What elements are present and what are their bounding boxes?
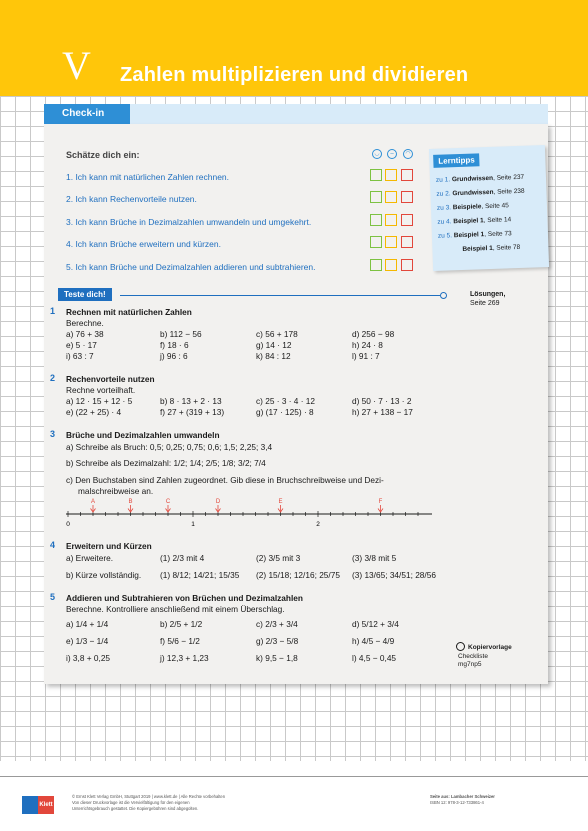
exercise: k) 84 : 12 <box>256 351 291 361</box>
sad-smiley-icon: ◠ <box>403 149 413 159</box>
exercise: i) 3,8 + 0,25 <box>66 653 111 663</box>
lerntipps-note <box>429 145 549 271</box>
checkin-prompt: Schätze dich ein: <box>66 150 140 160</box>
checkin-item-1: 1. Ich kann mit natürlichen Zahlen rechnen. <box>66 172 230 182</box>
section-sub: Berechne. Kontrolliere anschließend mit einem Überschlag. <box>66 604 285 614</box>
exercise: c) 2/3 + 3/4 <box>256 619 298 629</box>
checkbox-bad-5[interactable] <box>401 259 413 271</box>
loesungen-label: Lösungen, <box>470 291 506 298</box>
checkbox-good-1[interactable] <box>370 169 382 181</box>
exercise: (2) 15/18; 12/16; 25/75 <box>256 570 340 580</box>
checkbox-mid-3[interactable] <box>385 214 397 226</box>
chapter-header <box>0 0 588 96</box>
exercise: l) 91 : 7 <box>352 351 380 361</box>
exercise: i) 63 : 7 <box>66 351 94 361</box>
exercise: d) 50 · 7 · 13 · 2 <box>352 396 412 406</box>
point-label: E <box>278 499 283 505</box>
chapter-number: V <box>62 43 91 88</box>
checkbox-bad-3[interactable] <box>401 214 413 226</box>
point-label: A <box>90 499 96 505</box>
footer-note: Von dieser Druckvorlage ist die Vervielfältigung für den eigenen <box>72 800 190 805</box>
teste-dich-tag: Teste dich! <box>58 288 112 301</box>
section-number: 4 <box>50 540 56 550</box>
checkin-bar <box>130 104 548 124</box>
kopiervorlage-code[interactable]: mg7np5 <box>458 661 482 668</box>
lerntipp-row: zu 5. Beispiel 1, Seite 73 <box>437 230 512 240</box>
checkin-tab: Check-in <box>44 104 130 124</box>
exercise: (1) 2/3 mit 4 <box>160 553 205 563</box>
exercise: j) 96 : 6 <box>160 351 188 361</box>
section-sub: Rechne vorteilhaft. <box>66 385 136 395</box>
exercise: b) 8 · 13 + 2 · 13 <box>160 396 222 406</box>
exercise: a) 12 · 15 + 12 · 5 <box>66 396 133 406</box>
point-label: F <box>378 499 383 505</box>
section-sub: Berechne. <box>66 318 104 328</box>
checkbox-mid-1[interactable] <box>385 169 397 181</box>
footer-divider <box>0 776 588 777</box>
exercise: f) 18 · 6 <box>160 340 189 350</box>
checkbox-good-2[interactable] <box>370 191 382 203</box>
section-title: Brüche und Dezimalzahlen umwandeln <box>66 430 220 440</box>
footer-isbn: ISBN 12: 978-3-12-733861-4 <box>430 800 484 805</box>
exercise: malschreibweise an. <box>78 486 154 496</box>
checkbox-good-4[interactable] <box>370 236 382 248</box>
chapter-title: Zahlen multiplizieren und dividieren <box>120 64 469 86</box>
kopiervorlage-line: Checkliste <box>458 653 488 660</box>
lerntipp-row: zu 1. Grundwissen, Seite 237 <box>435 173 525 184</box>
exercise: c) 56 + 178 <box>256 329 298 339</box>
neutral-smiley-icon: – <box>387 149 397 159</box>
exercise: e) (22 + 25) · 4 <box>66 407 122 417</box>
exercise: a) Schreibe als Bruch: 0,5; 0,25; 0,75; 0,6; 1,5; 2,25; 3,4 <box>66 442 273 452</box>
exercise: (3) 3/8 mit 5 <box>352 553 397 563</box>
section-number: 5 <box>50 592 56 602</box>
exercise: c) Den Buchstaben sind Zahlen zugeordnet. Gib diese in Bruchschreibweise und Dezi- <box>66 475 384 485</box>
exercise: g) 2/3 − 5/8 <box>256 636 299 646</box>
exercise: g) 14 · 12 <box>256 340 292 350</box>
exercise: b) Schreibe als Dezimalzahl: 1/2; 1/4; 2/5; 1/8; 3/2; 7/4 <box>66 458 266 468</box>
checkbox-bad-2[interactable] <box>401 191 413 203</box>
section-title: Erweitern und Kürzen <box>66 541 152 551</box>
exercise: b) 2/5 + 1/2 <box>160 619 203 629</box>
lerntipps-title: Lerntipps <box>433 153 480 168</box>
checkin-item-5: 5. Ich kann Brüche und Dezimalzahlen addieren und subtrahieren. <box>66 262 316 272</box>
teste-line <box>120 295 440 296</box>
tick-label: 0 <box>66 521 70 528</box>
happy-smiley-icon: ◡ <box>372 149 382 159</box>
number-line <box>60 496 440 530</box>
tick-label: 1 <box>191 521 195 528</box>
section-title: Rechenvorteile nutzen <box>66 374 155 384</box>
section-number: 1 <box>50 306 56 316</box>
checkbox-mid-4[interactable] <box>385 236 397 248</box>
section-title: Rechnen mit natürlichen Zahlen <box>66 307 192 317</box>
exercise: (2) 3/5 mit 3 <box>256 553 301 563</box>
exercise: e) 1/3 − 1/4 <box>66 636 109 646</box>
exercise: g) (17 · 125) · 8 <box>256 407 314 417</box>
checkbox-bad-4[interactable] <box>401 236 413 248</box>
exercise: a) 76 + 38 <box>66 329 104 339</box>
exercise: d) 256 − 98 <box>352 329 395 339</box>
arrow-circle-icon <box>440 292 447 299</box>
point-label: D <box>215 499 221 505</box>
checkbox-good-5[interactable] <box>370 259 382 271</box>
globe-icon <box>456 642 465 651</box>
exercise: h) 27 + 138 − 17 <box>352 407 413 417</box>
lerntipp-row: zu 3. Beispiele, Seite 45 <box>436 202 509 212</box>
exercise: j) 12,3 + 1,23 <box>160 653 209 663</box>
exercise: (1) 8/12; 14/21; 15/35 <box>160 570 240 580</box>
exercise: a) 1/4 + 1/4 <box>66 619 109 629</box>
checkbox-bad-1[interactable] <box>401 169 413 181</box>
lerntipp-row: zu 4. Beispiel 1, Seite 14 <box>437 216 512 226</box>
section-title: Addieren und Subtrahieren von Brüchen und Dezimalzahlen <box>66 593 303 603</box>
footer-source: Seite aus: Lambacher Schweizer <box>430 794 495 799</box>
lerntipp-row: Beispiel 1, Seite 78 <box>462 243 521 253</box>
publisher-logo: Klett <box>38 796 54 814</box>
section-number: 3 <box>50 429 56 439</box>
exercise: b) Kürze vollständig. <box>66 570 142 580</box>
exercise: f) 5/6 − 1/2 <box>160 636 200 646</box>
tick-label: 2 <box>316 521 320 528</box>
checkin-item-3: 3. Ich kann Brüche in Dezimalzahlen umwandeln und umgekehrt. <box>66 217 312 227</box>
exercise: b) 112 − 56 <box>160 329 202 339</box>
footer-note: Unterrichtsgebrauch gestattet. Die Kopiergebühren sind abgegolten. <box>72 806 199 811</box>
checkin-item-4: 4. Ich kann Brüche erweitern und kürzen. <box>66 239 221 249</box>
exercise: l) 4,5 − 0,45 <box>352 653 397 663</box>
footer-copyright: © Ernst Klett Verlag GmbH, Stuttgart 2019 | www.klett.de | Alle Rechte vorbehalten <box>72 794 226 799</box>
loesungen-page: Seite 269 <box>470 300 500 307</box>
exercise: f) 27 + (319 + 13) <box>160 407 225 417</box>
checkbox-mid-2[interactable] <box>385 191 397 203</box>
exercise: (3) 13/65; 34/51; 28/56 <box>352 570 436 580</box>
checkbox-good-3[interactable] <box>370 214 382 226</box>
kopiervorlage-title: Kopiervorlage <box>468 644 512 651</box>
lerntipp-row: zu 2. Grundwissen, Seite 238 <box>436 187 525 198</box>
exercise: a) Erweitere. <box>66 553 114 563</box>
checkin-item-2: 2. Ich kann Rechenvorteile nutzen. <box>66 194 197 204</box>
exercise: h) 4/5 − 4/9 <box>352 636 395 646</box>
checkbox-mid-5[interactable] <box>385 259 397 271</box>
exercise: k) 9,5 − 1,8 <box>256 653 298 663</box>
point-label: B <box>128 499 133 505</box>
exercise: e) 5 · 17 <box>66 340 97 350</box>
section-number: 2 <box>50 373 56 383</box>
exercise: d) 5/12 + 3/4 <box>352 619 399 629</box>
exercise: h) 24 · 8 <box>352 340 383 350</box>
exercise: c) 25 · 3 · 4 · 12 <box>256 396 316 406</box>
point-label: C <box>165 499 171 505</box>
